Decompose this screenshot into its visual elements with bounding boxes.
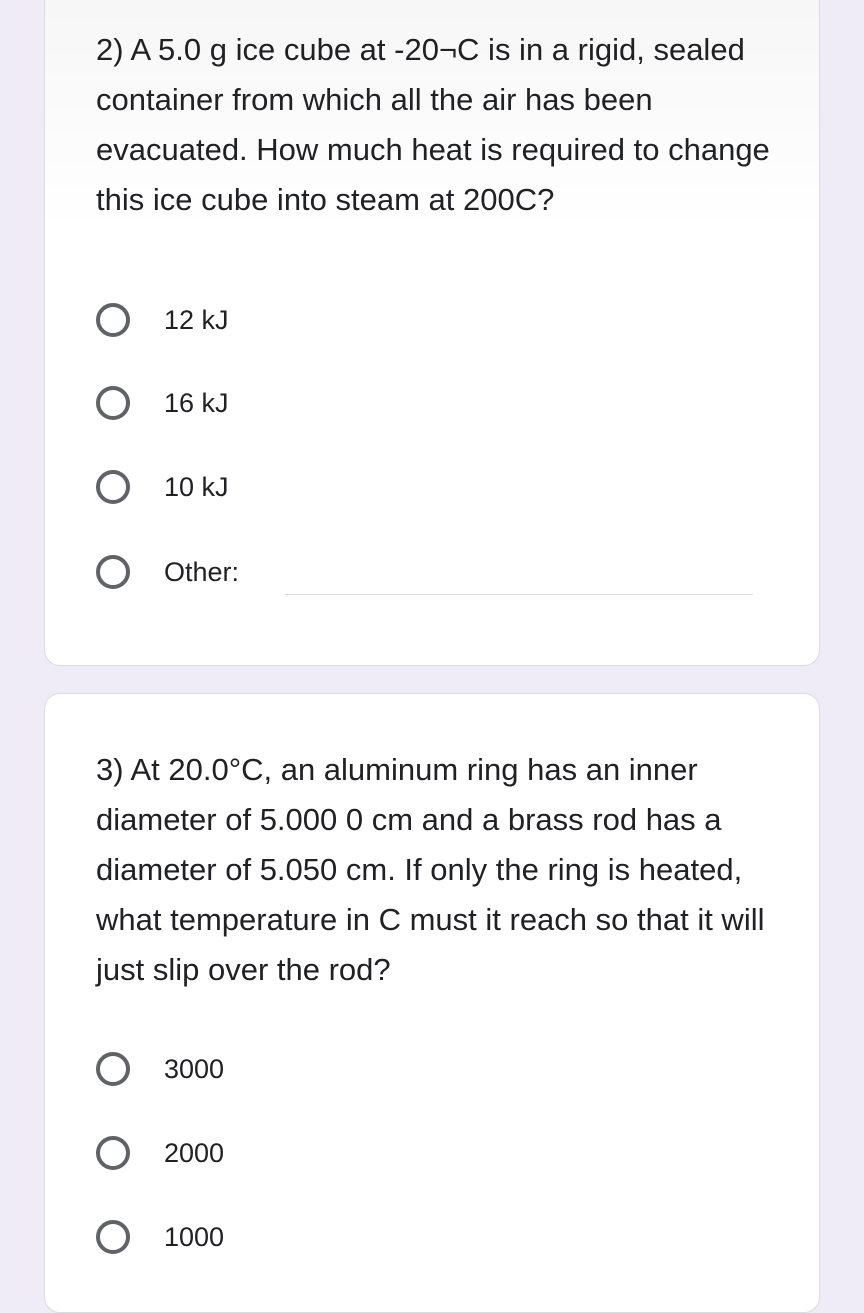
other-text-input[interactable] bbox=[285, 594, 753, 595]
radio-button-icon[interactable] bbox=[96, 1136, 130, 1170]
question-card-3 bbox=[44, 693, 820, 1313]
option-other[interactable] bbox=[96, 550, 239, 594]
question-text-2: 2) A 5.0 g ice cube at -20¬C is in a rigid, sealed container from which all the air has been evacuated. How much heat is required to change this ice cube into steam at 200C? bbox=[96, 32, 770, 217]
radio-button-icon[interactable] bbox=[96, 1052, 130, 1086]
option-10-kj[interactable] bbox=[96, 465, 229, 509]
option-2000[interactable] bbox=[96, 1131, 224, 1175]
radio-button-icon[interactable] bbox=[96, 386, 130, 420]
option-label: 16 kJ bbox=[164, 387, 229, 418]
option-12-kj[interactable] bbox=[96, 298, 229, 342]
radio-button-icon[interactable] bbox=[96, 303, 130, 337]
question-text-3: 3) At 20.0°C, an aluminum ring has an inner diameter of 5.000 0 cm and a brass rod has a diameter of 5.050 cm. If only the ring is heated, what temperature in C must it reach so that it will just slip over the rod? bbox=[96, 752, 765, 987]
option-label: 10 kJ bbox=[164, 471, 229, 502]
option-1000[interactable] bbox=[96, 1215, 224, 1259]
option-16-kj[interactable] bbox=[96, 381, 229, 425]
option-label: 12 kJ bbox=[164, 304, 229, 335]
question-card-2 bbox=[44, 0, 820, 666]
option-label: 3000 bbox=[164, 1053, 225, 1084]
option-label: 1000 bbox=[164, 1221, 225, 1252]
option-label: Other: bbox=[164, 556, 240, 587]
option-label: 2000 bbox=[164, 1137, 225, 1168]
option-3000[interactable] bbox=[96, 1047, 224, 1091]
radio-button-icon[interactable] bbox=[96, 470, 130, 504]
radio-button-icon[interactable] bbox=[96, 555, 130, 589]
radio-button-icon[interactable] bbox=[96, 1220, 130, 1254]
